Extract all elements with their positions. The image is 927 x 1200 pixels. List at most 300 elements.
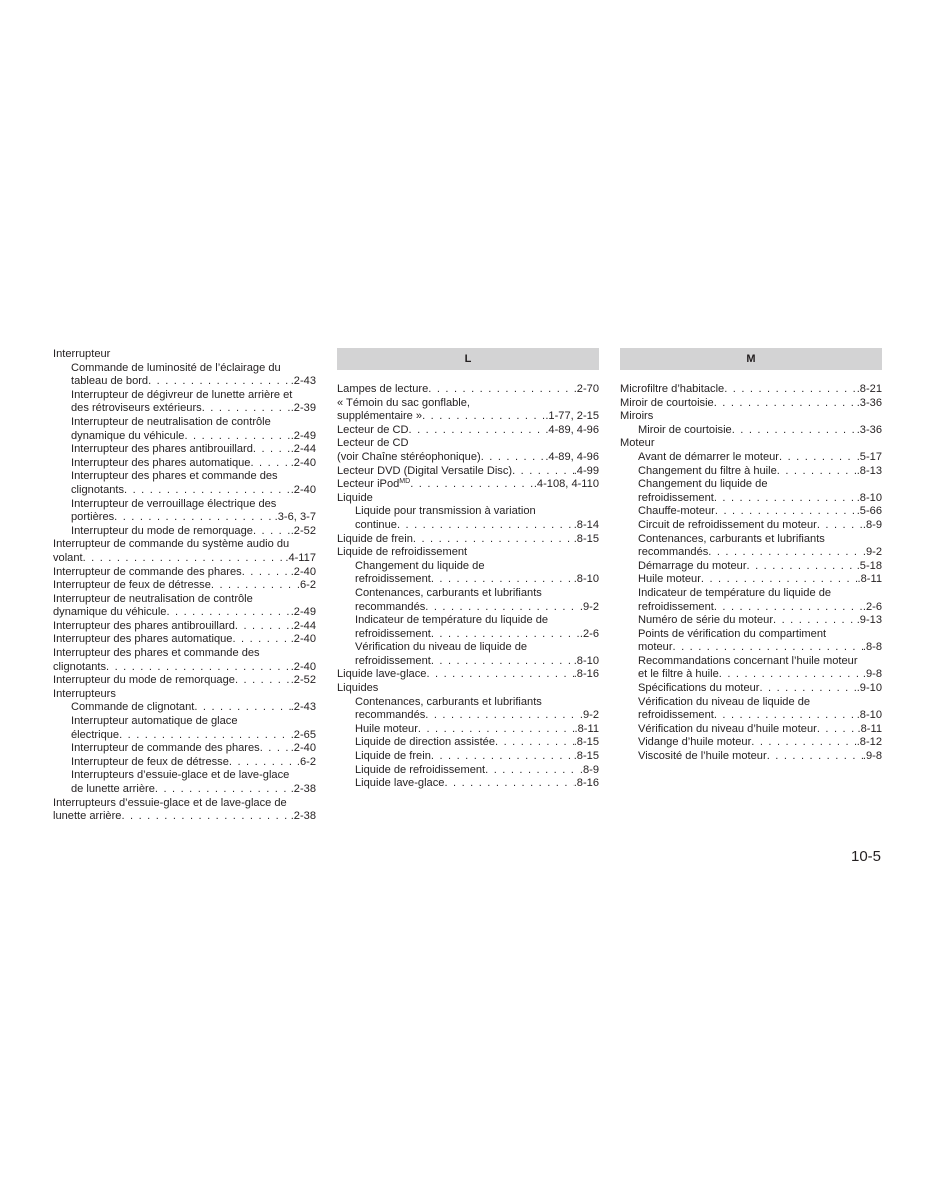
index-subentry [53, 742, 316, 756]
index-subentry [53, 769, 316, 783]
index-entry [53, 661, 316, 675]
section-header: M [620, 348, 882, 370]
entry-text: Interrupteur de verrouillage électrique des [71, 497, 277, 510]
page-reference: .4-89, 4-96 [545, 423, 599, 436]
page-reference: .9-2 [862, 546, 882, 559]
entry-text: Lecteur de CD [337, 423, 409, 436]
entry-text: moteur [638, 641, 673, 654]
index-subentry [620, 614, 882, 628]
page-reference: .2-40 [290, 660, 316, 673]
index-subentry [337, 764, 599, 778]
page-reference: .3-36 [856, 423, 882, 436]
index-subentry [620, 723, 882, 737]
entry-text: refroidissement [638, 600, 714, 613]
index-subentry [53, 375, 316, 389]
dot-leader [701, 573, 858, 587]
entry-text: Interrupteur de commande des phares [53, 565, 242, 578]
entry-text: Interrupteur automatique de glace [71, 715, 238, 728]
entry-text: Interrupteur de feux de détresse [53, 579, 211, 592]
index-column-3 [620, 348, 882, 764]
dot-leader [242, 566, 291, 580]
index-entry [337, 451, 599, 465]
page-reference: .5-18 [856, 559, 882, 572]
index-subentry [53, 389, 316, 403]
page-reference: .8-15 [573, 750, 599, 763]
entry-text: Interrupteur de neutralisation de contrôle [71, 415, 271, 428]
entry-text: recommandés [355, 600, 426, 613]
index-subentry [53, 756, 316, 770]
index-entry [337, 410, 599, 424]
index-entry [53, 348, 316, 362]
index-subentry [53, 470, 316, 484]
index-subentry [620, 478, 882, 492]
dot-leader [431, 573, 574, 587]
page-reference: .2-43 [290, 701, 316, 714]
dot-leader [428, 383, 573, 397]
page-reference: .3-36 [856, 396, 882, 409]
index-subentry [620, 505, 882, 519]
page-reference: .8-8 [862, 641, 882, 654]
index-subentry [620, 682, 882, 696]
index-subentry [337, 573, 599, 587]
index-subentry [620, 696, 882, 710]
page-reference: .2-6 [862, 600, 882, 613]
dot-leader [708, 546, 863, 560]
index-subentry [337, 587, 599, 601]
index-entry [620, 383, 882, 397]
page-reference: .3-6, 3-7 [274, 511, 316, 524]
entry-text: Lampes de lecture [337, 383, 429, 395]
index-entry [53, 620, 316, 634]
page-reference: .2-70 [573, 383, 599, 395]
index-subentry [620, 601, 882, 615]
page-reference: .8-9 [579, 763, 599, 776]
index-entry [53, 647, 316, 661]
index-entry [53, 552, 316, 566]
entry-text: portières [71, 511, 115, 524]
index-subentry [337, 750, 599, 764]
page-reference: .4-99 [573, 464, 599, 477]
index-entry [53, 674, 316, 688]
index-subentry [53, 783, 316, 797]
index-column-2 [337, 348, 599, 791]
index-subentry [337, 696, 599, 710]
dot-leader [260, 742, 291, 756]
entry-text: Interrupteur des phares antibrouillard [53, 619, 235, 632]
index-subentry [620, 709, 882, 723]
index-subentry [620, 424, 882, 438]
entry-text: Commande de luminosité de l’éclairage du [71, 361, 281, 374]
dot-leader [155, 783, 291, 797]
page-reference: .4-89, 4-96 [545, 450, 599, 463]
dot-leader [410, 478, 534, 492]
dot-leader [229, 756, 297, 770]
index-subentry [337, 628, 599, 642]
page-reference: .2-40 [290, 633, 316, 646]
dot-leader [714, 397, 857, 411]
page-reference: .8-9 [862, 518, 882, 531]
dot-leader [106, 661, 291, 675]
page-reference: .9-8 [862, 750, 882, 763]
dot-leader [397, 519, 574, 533]
page-reference: .2-44 [290, 619, 316, 632]
page-reference: .8-21 [856, 383, 882, 395]
index-subentry [620, 587, 882, 601]
index-subentry [620, 465, 882, 479]
dot-leader [422, 410, 545, 424]
index-entry [337, 478, 599, 492]
dot-leader [817, 519, 863, 533]
index-entry [53, 810, 316, 824]
page-reference: .5-66 [856, 505, 882, 518]
entry-text: Liquide pour transmission à variation [355, 505, 536, 518]
page-reference: .8-14 [573, 518, 599, 531]
index-subentry [53, 729, 316, 743]
page-reference: .2-38 [290, 810, 316, 823]
index-subentry [337, 614, 599, 628]
index-subentry [53, 715, 316, 729]
entry-text: tableau de bord [71, 375, 149, 388]
entry-text: Interrupteur des phares antibrouillard [71, 443, 253, 456]
entry-text: Contenances, carburants et lubrifiants [355, 695, 542, 708]
page-reference: .2-40 [290, 456, 316, 469]
index-subentry [620, 750, 882, 764]
index-entry [337, 682, 599, 696]
index-entry [337, 397, 599, 411]
entry-text: des rétroviseurs extérieurs [71, 402, 202, 415]
dot-leader [732, 424, 857, 438]
entry-text: Circuit de refroidissement du moteur [638, 518, 817, 531]
index-entry [337, 546, 599, 560]
page-reference: .2-52 [290, 524, 316, 537]
page-reference: .2-38 [290, 783, 316, 795]
entry-text: Liquide lave-glace [355, 777, 445, 790]
entry-text: volant [53, 551, 83, 564]
index-subentry [53, 430, 316, 444]
entry-text: Indicateur de température du liquide de [638, 586, 832, 599]
page-reference: .8-15 [573, 736, 599, 749]
index-entry [53, 579, 316, 593]
dot-leader [431, 655, 574, 669]
page-reference: .4-108, 4-110 [533, 478, 599, 491]
entry-text: Liquide de frein [337, 532, 413, 545]
entry-text: Interrupteur du mode de remorquage [53, 674, 235, 687]
index-entry [53, 566, 316, 580]
entry-text: Huile moteur [355, 722, 418, 735]
entry-text: Interrupteur de feux de détresse [71, 755, 229, 768]
page-reference: .8-11 [857, 573, 882, 586]
entry-text: Miroir de courtoisie [638, 423, 732, 436]
entry-text: recommandés [638, 546, 709, 559]
index-entry [53, 688, 316, 702]
index-subentry [337, 723, 599, 737]
dot-leader [184, 430, 290, 444]
index-entry [620, 397, 882, 411]
entry-text: refroidissement [355, 654, 431, 667]
page-reference: .2-43 [290, 375, 316, 388]
entry-text: Interrupteur des phares automatique [53, 633, 233, 646]
dot-leader [425, 709, 580, 723]
entry-text: refroidissement [638, 491, 714, 504]
dot-leader [166, 606, 290, 620]
index-entry [337, 383, 599, 397]
entry-text: dynamique du véhicule [71, 429, 185, 442]
dot-leader [119, 729, 291, 743]
entry-text: Recommandations concernant l’huile moteur [638, 654, 858, 667]
entry-text: Changement du liquide de [638, 478, 768, 491]
entry-text: clignotants [71, 483, 125, 496]
index-subentry [620, 546, 882, 560]
page-reference: .9-13 [856, 614, 882, 627]
dot-leader [431, 628, 580, 642]
dot-leader [409, 424, 546, 438]
entry-text: Numéro de série du moteur [638, 614, 774, 627]
dot-leader [673, 641, 863, 655]
section-header: L [337, 348, 599, 370]
entry-text: Liquide lave-glace [337, 668, 427, 681]
page-reference: .2-6 [579, 627, 599, 640]
page-reference: .5-17 [856, 450, 882, 463]
index-subentry [620, 533, 882, 547]
entry-text: Démarrage du moteur [638, 559, 747, 572]
entry-text: Interrupteur de commande du système audio du [53, 538, 290, 551]
entry-text: Interrupteur des phares et commande des [71, 470, 278, 483]
dot-leader [773, 614, 857, 628]
index-subentry [620, 451, 882, 465]
dot-leader [481, 451, 546, 465]
index-entry [337, 424, 599, 438]
page-reference: .8-11 [574, 722, 599, 735]
index-subentry [620, 641, 882, 655]
page-reference: .8-12 [856, 736, 882, 749]
index-subentry [53, 525, 316, 539]
dot-leader [148, 375, 291, 389]
entry-text: recommandés [355, 709, 426, 722]
page-reference: .2-44 [290, 443, 316, 456]
page-reference: .2-40 [290, 483, 316, 496]
trademark-superscript: MD [399, 478, 411, 486]
index-subentry [337, 560, 599, 574]
dot-leader [124, 484, 291, 498]
entry-text: Microfiltre d’habitacle [620, 383, 725, 395]
entry-text: Interrupteurs d’essuie-glace et de lave-glace [71, 769, 290, 782]
index-entry [337, 668, 599, 682]
index-entry [337, 533, 599, 547]
page-reference: .8-10 [573, 573, 599, 586]
index-column-1 [53, 348, 316, 824]
dot-leader [715, 505, 857, 519]
index-subentry [337, 736, 599, 750]
page-reference: .4-117 [285, 551, 316, 564]
entry-text: supplémentaire » [337, 410, 423, 423]
entry-text: Lecteur DVD (Digital Versatile Disc) [337, 464, 513, 477]
entry-text: « Témoin du sac gonflable, [337, 396, 471, 409]
entry-text: Interrupteur du mode de remorquage [71, 524, 253, 537]
index-subentry [337, 505, 599, 519]
dot-leader [431, 750, 574, 764]
index-entry [53, 538, 316, 552]
entry-text: Interrupteur des phares automatique [71, 456, 251, 469]
index-subentry [620, 573, 882, 587]
entry-text: électrique [71, 728, 120, 741]
page-reference: .8-13 [856, 464, 882, 477]
page-reference: .9-10 [856, 682, 882, 695]
dot-leader [121, 810, 290, 824]
index-subentry [53, 498, 316, 512]
index-subentry [337, 519, 599, 533]
dot-leader [253, 525, 291, 539]
entry-text: Liquides [337, 682, 379, 695]
dot-leader [724, 383, 857, 397]
entry-text: Lecteur iPod$^{MD}$ [337, 478, 411, 491]
page-reference: .8-16 [573, 777, 599, 790]
entry-text: Indicateur de température du liquide de [355, 614, 549, 627]
entry-text: Vérification du niveau de liquide de [355, 641, 528, 654]
entry-text: Vérification du niveau de liquide de [638, 695, 811, 708]
entry-text: Interrupteur des phares et commande des [53, 647, 260, 660]
entry-text: et le filtre à huile [638, 668, 719, 681]
page-reference: .8-10 [856, 491, 882, 504]
dot-leader [714, 492, 857, 506]
page-number: 10-5 [851, 848, 882, 865]
entry-text: refroidissement [638, 709, 714, 722]
index-subentry [53, 402, 316, 416]
page-reference: .2-65 [290, 728, 316, 741]
entry-text: lunette arrière [53, 810, 122, 823]
page-reference: .8-15 [573, 532, 599, 545]
dot-leader [512, 465, 574, 479]
dot-leader [485, 764, 580, 778]
index-entry [53, 606, 316, 620]
page-reference: .9-8 [862, 668, 882, 681]
entry-text: Liquide de refroidissement [355, 763, 486, 776]
entry-text: Vidange d’huile moteur [638, 736, 752, 749]
entry-text: Avant de démarrer le moteur [638, 450, 780, 463]
entry-text: Changement du liquide de [355, 559, 485, 572]
entry-text: Spécifications du moteur [638, 682, 760, 695]
entry-text: clignotants [53, 660, 107, 673]
entry-text: continue [355, 518, 397, 531]
index-subentry [53, 443, 316, 457]
dot-leader [413, 533, 574, 547]
entry-text: Miroirs [620, 410, 654, 423]
dot-leader [235, 674, 291, 688]
entry-text: refroidissement [355, 627, 431, 640]
index-subentry [53, 362, 316, 376]
index-subentry [53, 484, 316, 498]
page-reference: .8-11 [857, 722, 882, 735]
entry-text: Contenances, carburants et lubrifiants [638, 532, 825, 545]
page-reference: .2-49 [290, 429, 316, 442]
entry-text: (voir Chaîne stéréophonique) [337, 450, 481, 463]
index-entry [620, 437, 882, 451]
index-subentry [337, 777, 599, 791]
entry-text: Changement du filtre à huile [638, 464, 777, 477]
entry-text: dynamique du véhicule [53, 606, 167, 619]
entry-text: Lecteur de CD [337, 437, 409, 450]
entry-text: Miroir de courtoisie [620, 396, 714, 409]
entry-text: Moteur [620, 437, 655, 450]
index-subentry [337, 655, 599, 669]
dot-leader [714, 709, 857, 723]
dot-leader [235, 620, 291, 634]
index-subentry [620, 492, 882, 506]
entry-text: Liquide de direction assistée [355, 736, 495, 749]
page-reference: .1-77, 2-15 [545, 410, 599, 423]
index-subentry [620, 628, 882, 642]
dot-leader [418, 723, 575, 737]
page-reference: .8-10 [573, 654, 599, 667]
dot-leader [426, 668, 573, 682]
dot-leader [759, 682, 856, 696]
page-reference: .8-16 [573, 668, 599, 681]
entry-text: refroidissement [355, 573, 431, 586]
dot-leader [719, 668, 863, 682]
index-entry [620, 410, 882, 424]
page-reference: .9-2 [579, 600, 599, 613]
page-reference: .2-39 [290, 402, 316, 415]
dot-leader [767, 750, 863, 764]
index-subentry [337, 709, 599, 723]
entry-text: Commande de clignotant [71, 701, 195, 714]
dot-leader [714, 601, 863, 615]
entry-text: Points de vérification du compartiment [638, 627, 827, 640]
index-entry [53, 633, 316, 647]
entry-text: Vérification du niveau d’huile moteur [638, 722, 817, 735]
entry-text: de lunette arrière [71, 783, 155, 795]
dot-leader [114, 511, 275, 525]
dot-leader [194, 701, 290, 715]
page-reference: .2-52 [290, 674, 316, 687]
page-reference: .2-40 [290, 565, 316, 578]
entry-text: Contenances, carburants et lubrifiants [355, 586, 542, 599]
index-subentry [53, 511, 316, 525]
index-subentry [53, 701, 316, 715]
index-subentry [620, 560, 882, 574]
entry-text: Interrupteur de neutralisation de contrôle [53, 592, 253, 605]
index-subentry [620, 736, 882, 750]
dot-leader [495, 736, 574, 750]
index-subentry [53, 457, 316, 471]
dot-leader [777, 465, 857, 479]
entry-text: Viscosité de l’huile moteur [638, 750, 767, 763]
dot-leader [83, 552, 286, 566]
entry-text: Interrupteur de commande des phares [71, 742, 260, 755]
page-reference: .2-49 [290, 606, 316, 619]
index-entry [53, 797, 316, 811]
dot-leader [817, 723, 858, 737]
index-subentry [53, 416, 316, 430]
dot-leader [202, 402, 291, 416]
index-subentry [337, 641, 599, 655]
page-reference: .6-2 [296, 755, 316, 768]
index-entry [337, 465, 599, 479]
page-reference: .8-10 [856, 709, 882, 722]
dot-leader [232, 633, 290, 647]
dot-leader [779, 451, 857, 465]
dot-leader [253, 443, 291, 457]
index-entry [53, 593, 316, 607]
dot-leader [211, 579, 297, 593]
entry-text: Liquide de frein [355, 750, 431, 763]
page-reference: .6-2 [296, 579, 316, 592]
entry-text: Liquide [337, 491, 373, 504]
dot-leader [250, 457, 290, 471]
index-subentry [620, 655, 882, 669]
entry-text: Chauffe-moteur [638, 505, 715, 518]
entry-text: Interrupteur de dégivreur de lunette arrière et [71, 388, 293, 401]
entry-text: Interrupteurs d’essuie-glace et de lave-glace de [53, 796, 287, 809]
